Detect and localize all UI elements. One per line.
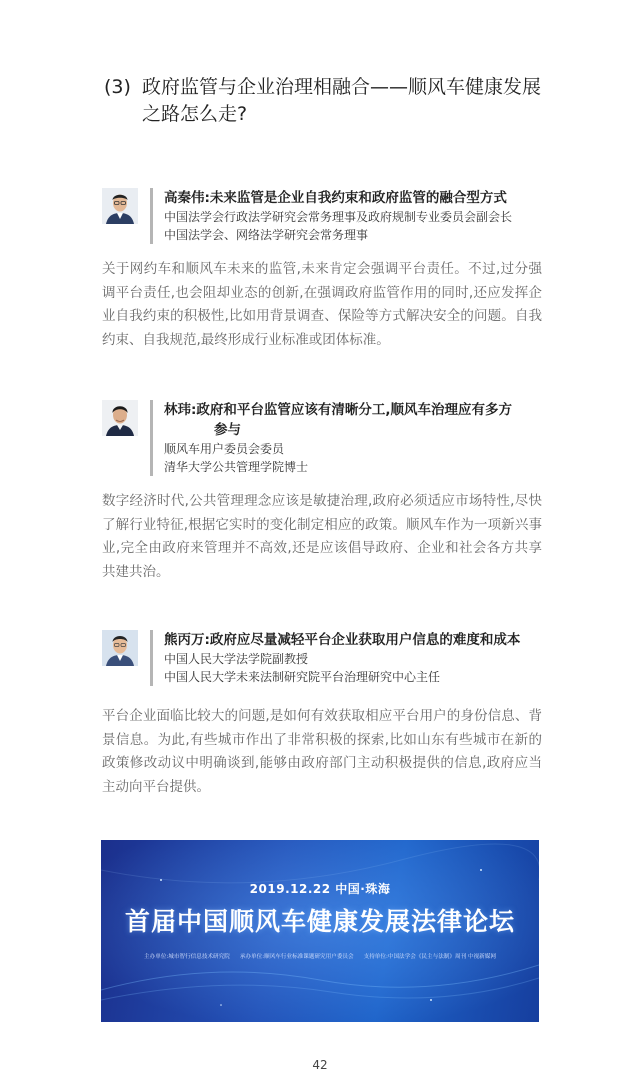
section-heading — [104, 74, 554, 128]
speaker-name-3: 熊丙万 — [164, 632, 205, 648]
section-title-line1: 政府监管与企业治理相融合——顺风车健康发展 — [142, 76, 542, 98]
speaker-name-2: 林玮 — [164, 402, 191, 418]
speaker-block-3 — [102, 630, 542, 690]
speaker-role-3b: 中国人民大学未来法制研究院平台治理研究中心主任 — [164, 670, 441, 684]
speaker-info-3 — [150, 630, 556, 686]
speaker-heading-1 — [164, 188, 556, 208]
speaker-photo-3 — [102, 630, 138, 666]
forum-banner-image — [101, 840, 539, 1022]
speaker-role-1b: 中国法学会、网络法学研究会常务理事 — [164, 228, 369, 242]
page-number: 42 — [312, 1058, 328, 1072]
banner-organizer: 承办单位:顺风车行业标准课题研究用户委员会 — [239, 954, 354, 960]
speaker-block-2 — [102, 400, 542, 480]
banner-organizers — [101, 952, 539, 960]
speaker-role-3a: 中国人民大学法学院副教授 — [164, 652, 309, 666]
speaker-role-2a: 顺风车用户委员会委员 — [164, 442, 285, 456]
speaker-quote-2: 数字经济时代,公共管理理念应该是敏捷治理,政府必须适应市场特性,尽快了解行业特征,根据它实时的变化制定相应的政策。顺风车作为一项新兴事业,完全由政府来管理并不高效,还是应该倡导政府、企业和社会各方共享共建共治。 — [102, 493, 542, 580]
speaker-topic-1: :未来监管是企业自我约束和政府监管的融合型方式 — [204, 190, 507, 206]
speaker-topic-2-line2: 参与 — [214, 422, 241, 438]
speaker-heading-2 — [164, 400, 556, 440]
speaker-name-1: 高秦伟 — [164, 190, 205, 206]
section-number: (3) — [104, 76, 131, 98]
speaker-topic-2: :政府和平台监管应该有清晰分工,顺风车治理应有多方 — [191, 402, 513, 418]
speaker-heading-3 — [164, 630, 556, 650]
banner-supporter: 支持单位:中国法学会《民主与法制》周刊 中视新媒网 — [363, 954, 496, 960]
banner-date-location: 2019.12.22 中国·珠海 — [249, 882, 391, 896]
speaker-info-1 — [150, 188, 556, 244]
section-title-line2: 之路怎么走? — [142, 103, 248, 125]
speaker-info-2 — [150, 400, 556, 476]
speaker-block-1 — [102, 188, 542, 248]
speaker-photo-2 — [102, 400, 138, 436]
speaker-topic-3: :政府应尽量减轻平台企业获取用户信息的难度和成本 — [204, 632, 521, 648]
banner-title: 首届中国顺风车健康发展法律论坛 — [124, 907, 515, 936]
speaker-photo-1 — [102, 188, 138, 224]
speaker-quote-3: 平台企业面临比较大的问题,是如何有效获取相应平台用户的身份信息、背景信息。为此,有些城市作出了非常积极的探索,比如山东有些城市在新的政策修改动议中明确谈到,能够由政府部门主动积极提供的信息,政府应当主动向平台提供。 — [102, 708, 542, 795]
speaker-role-2b: 清华大学公共管理学院博士 — [164, 460, 309, 474]
speaker-role-1a: 中国法学会行政法学研究会常务理事及政府规制专业委员会副会长 — [164, 210, 513, 224]
speaker-quote-1: 关于网约车和顺风车未来的监管,未来肯定会强调平台责任。不过,过分强调平台责任,也会阻却业态的创新,在强调政府监管作用的同时,还应发挥企业自我约束的积极性,比如用背景调查、保险等方式解决安全的问题。自我约束、自我规范,最终形成行业标准或团体标准。 — [102, 261, 542, 348]
banner-host: 主办单位:城市智行信息技术研究院 — [144, 954, 230, 960]
